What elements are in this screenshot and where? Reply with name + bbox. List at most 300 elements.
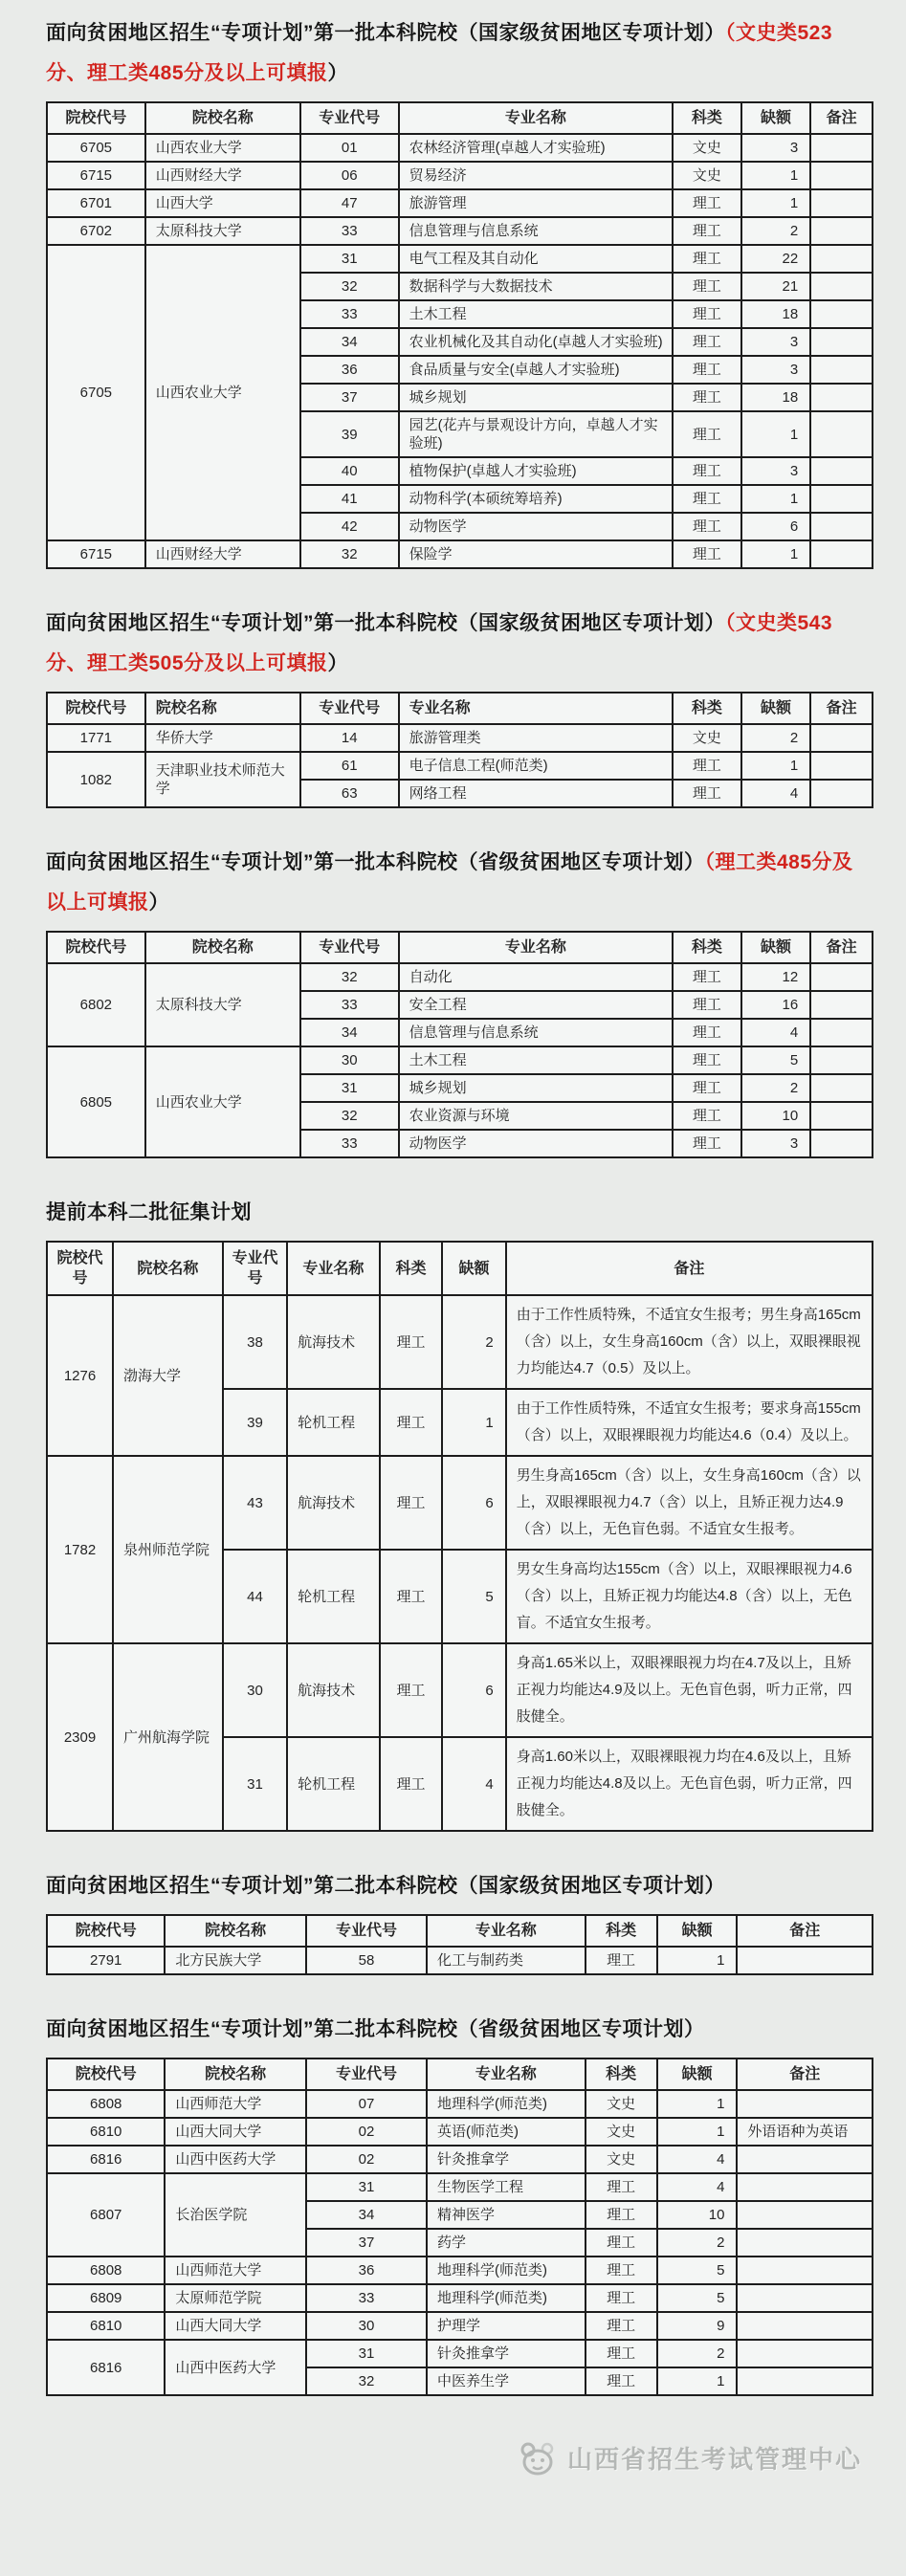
org-logo-icon	[518, 2441, 558, 2476]
note-cell: 男女生身高均达155cm（含）以上，双眼裸眼视力4.6（含）以上，且矫正视力均能达4.8（含）以上，无色盲。不适宜女生报考。	[506, 1550, 873, 1643]
major-name-cell: 航海技术	[287, 1295, 380, 1389]
section-title-tail: ）	[148, 892, 169, 914]
section-title-score-note: （文史类543分、理工类505分及以上可填报	[46, 612, 833, 674]
major-code-cell: 33	[300, 991, 399, 1019]
major-code-cell: 30	[300, 1046, 399, 1074]
major-name-cell: 信息管理与信息系统	[399, 1019, 674, 1046]
major-name-cell: 中医养生学	[427, 2367, 586, 2395]
table-header-row	[47, 102, 873, 134]
section-title-score-note: （理工类485分及以上可填报	[46, 851, 853, 914]
note-cell	[737, 2201, 873, 2229]
quota-cell: 4	[657, 2173, 738, 2201]
quota-cell: 3	[741, 1130, 810, 1157]
note-cell	[810, 245, 873, 273]
column-header: 缺额	[741, 693, 810, 724]
column-header: 专业代号	[300, 932, 399, 963]
section-title-text: 面向贫困地区招生“专项计划”第一批本科院校（国家级贫困地区专项计划）	[46, 612, 725, 634]
school-name-cell: 山西大学	[145, 189, 300, 217]
major-code-cell: 01	[300, 134, 399, 162]
school-code-cell: 6705	[47, 134, 145, 162]
quota-cell: 6	[741, 513, 810, 540]
quota-cell: 4	[442, 1737, 505, 1831]
quota-cell: 1	[657, 2367, 738, 2395]
major-code-cell: 30	[223, 1643, 287, 1737]
major-name-cell: 城乡规划	[399, 384, 674, 411]
column-header: 院校代号	[47, 932, 145, 963]
column-header: 科类	[380, 1242, 443, 1295]
org-name: 山西省招生考试管理中心	[566, 2445, 862, 2474]
subject-type-cell: 理工	[673, 1102, 741, 1130]
major-code-cell: 44	[223, 1550, 287, 1643]
subject-type-cell: 文史	[586, 2118, 657, 2146]
column-header: 备注	[810, 932, 873, 963]
table-row	[47, 2340, 873, 2367]
quota-cell: 2	[657, 2340, 738, 2367]
note-cell: 外语语种为英语	[737, 2118, 873, 2146]
subject-type-cell: 理工	[673, 273, 741, 300]
school-code-cell: 6805	[47, 1046, 145, 1157]
school-name-cell: 华侨大学	[145, 724, 300, 752]
section-title	[46, 843, 873, 923]
note-cell	[810, 411, 873, 457]
section-title	[46, 604, 873, 684]
major-code-cell: 42	[300, 513, 399, 540]
note-cell	[810, 217, 873, 245]
section-title-text: 面向贫困地区招生“专项计划”第一批本科院校（国家级贫困地区专项计划）	[46, 22, 725, 44]
subject-type-cell: 理工	[380, 1550, 443, 1643]
table-body	[47, 1295, 873, 1831]
note-cell	[737, 2229, 873, 2257]
school-name-cell: 太原科技大学	[145, 963, 300, 1046]
school-name-cell: 天津职业技术师范大学	[145, 752, 300, 807]
table-row	[47, 1643, 873, 1737]
column-header: 院校名称	[145, 932, 300, 963]
quota-cell: 18	[741, 300, 810, 328]
section-5	[46, 1866, 873, 1975]
major-code-cell: 61	[300, 752, 399, 780]
school-code-cell: 1771	[47, 724, 145, 752]
subject-type-cell: 理工	[673, 780, 741, 807]
section-title-tail: ）	[327, 62, 349, 84]
subject-type-cell: 理工	[673, 217, 741, 245]
plan-table	[46, 1241, 873, 1832]
table-head	[47, 1242, 873, 1295]
quota-cell: 5	[442, 1550, 505, 1643]
major-name-cell: 化工与制药类	[427, 1947, 586, 1974]
quota-cell: 1	[741, 162, 810, 189]
quota-cell: 10	[657, 2201, 738, 2229]
section-title-score-note: （文史类523分、理工类485分及以上可填报	[46, 22, 833, 84]
note-cell	[737, 2090, 873, 2118]
subject-type-cell: 理工	[673, 540, 741, 568]
subject-type-cell: 理工	[673, 991, 741, 1019]
column-header: 缺额	[741, 932, 810, 963]
note-cell	[737, 2340, 873, 2367]
quota-cell: 3	[741, 134, 810, 162]
school-name-cell: 山西财经大学	[145, 540, 300, 568]
section-title	[46, 13, 873, 94]
major-code-cell: 31	[300, 1074, 399, 1102]
subject-type-cell: 理工	[586, 2340, 657, 2367]
column-header: 备注	[506, 1242, 873, 1295]
note-cell: 身高1.65米以上，双眼裸眼视力均在4.7及以上，且矫正视力均能达4.9及以上。无色盲色弱，听力正常，四肢健全。	[506, 1643, 873, 1737]
plan-table	[46, 101, 873, 569]
subject-type-cell: 理工	[673, 752, 741, 780]
table-body	[47, 724, 873, 807]
quota-cell: 21	[741, 273, 810, 300]
note-cell	[810, 780, 873, 807]
column-header: 缺额	[741, 102, 810, 134]
column-header: 专业代号	[300, 102, 399, 134]
column-header: 专业名称	[427, 1915, 586, 1947]
quota-cell: 2	[741, 217, 810, 245]
major-code-cell: 32	[300, 963, 399, 991]
major-code-cell: 36	[306, 2257, 427, 2284]
major-code-cell: 58	[306, 1947, 427, 1974]
column-header: 专业名称	[287, 1242, 380, 1295]
column-header: 备注	[810, 102, 873, 134]
major-name-cell: 保险学	[399, 540, 674, 568]
quota-cell: 1	[741, 411, 810, 457]
table-row	[47, 2090, 873, 2118]
column-header: 科类	[673, 693, 741, 724]
table-row	[47, 2284, 873, 2312]
school-name-cell: 山西农业大学	[145, 134, 300, 162]
table-row	[47, 2146, 873, 2173]
school-code-cell: 2791	[47, 1947, 165, 1974]
subject-type-cell: 理工	[586, 2284, 657, 2312]
note-cell	[810, 300, 873, 328]
column-header: 院校名称	[165, 1915, 306, 1947]
major-name-cell: 城乡规划	[399, 1074, 674, 1102]
quota-cell: 4	[657, 2146, 738, 2173]
quota-cell: 6	[442, 1456, 505, 1550]
table-row	[47, 1947, 873, 1974]
school-name-cell: 北方民族大学	[165, 1947, 306, 1974]
school-name-cell: 渤海大学	[113, 1295, 223, 1456]
subject-type-cell: 理工	[586, 2257, 657, 2284]
subject-type-cell: 理工	[673, 485, 741, 513]
major-code-cell: 47	[300, 189, 399, 217]
major-name-cell: 精神医学	[427, 2201, 586, 2229]
school-code-cell: 6715	[47, 162, 145, 189]
section-title	[46, 1193, 873, 1233]
table-row	[47, 724, 873, 752]
quota-cell: 5	[657, 2284, 738, 2312]
column-header: 专业名称	[399, 693, 674, 724]
subject-type-cell: 文史	[673, 724, 741, 752]
quota-cell: 2	[442, 1295, 505, 1389]
major-name-cell: 针灸推拿学	[427, 2340, 586, 2367]
table-row	[47, 162, 873, 189]
major-code-cell: 31	[300, 245, 399, 273]
plan-table	[46, 692, 873, 808]
section-title-text: 面向贫困地区招生“专项计划”第二批本科院校（国家级贫困地区专项计划）	[46, 1875, 725, 1897]
table-header-row	[47, 693, 873, 724]
major-name-cell: 农业资源与环境	[399, 1102, 674, 1130]
school-code-cell: 6808	[47, 2090, 165, 2118]
school-code-cell: 6701	[47, 189, 145, 217]
major-code-cell: 37	[306, 2229, 427, 2257]
column-header: 科类	[586, 2059, 657, 2090]
school-name-cell: 太原师范学院	[165, 2284, 306, 2312]
major-code-cell: 31	[223, 1737, 287, 1831]
major-name-cell: 食品质量与安全(卓越人才实验班)	[399, 356, 674, 384]
table-row	[47, 245, 873, 273]
quota-cell: 5	[741, 1046, 810, 1074]
note-cell	[810, 1074, 873, 1102]
subject-type-cell: 理工	[673, 300, 741, 328]
school-code-cell: 6807	[47, 2173, 165, 2257]
major-code-cell: 39	[300, 411, 399, 457]
school-code-cell: 6810	[47, 2312, 165, 2340]
note-cell	[810, 991, 873, 1019]
quota-cell: 3	[741, 356, 810, 384]
school-name-cell: 山西农业大学	[145, 245, 300, 540]
table-row	[47, 1295, 873, 1389]
table-body	[47, 963, 873, 1157]
major-name-cell: 动物科学(本硕统筹培养)	[399, 485, 674, 513]
note-cell	[810, 540, 873, 568]
column-header: 备注	[737, 1915, 873, 1947]
school-name-cell: 山西师范大学	[165, 2257, 306, 2284]
column-header: 专业代号	[223, 1242, 287, 1295]
school-name-cell: 广州航海学院	[113, 1643, 223, 1831]
quota-cell: 18	[741, 384, 810, 411]
section-title	[46, 2010, 873, 2050]
section-title-tail: ）	[327, 652, 349, 674]
school-code-cell: 1082	[47, 752, 145, 807]
table-row	[47, 540, 873, 568]
note-cell	[810, 752, 873, 780]
column-header: 科类	[586, 1915, 657, 1947]
major-name-cell: 航海技术	[287, 1643, 380, 1737]
school-name-cell: 山西师范大学	[165, 2090, 306, 2118]
subject-type-cell: 理工	[586, 2201, 657, 2229]
school-name-cell: 山西中医药大学	[165, 2340, 306, 2395]
table-header-row	[47, 1242, 873, 1295]
major-name-cell: 数据科学与大数据技术	[399, 273, 674, 300]
column-header: 专业名称	[399, 932, 674, 963]
quota-cell: 4	[741, 1019, 810, 1046]
major-code-cell: 37	[300, 384, 399, 411]
column-header: 专业名称	[427, 2059, 586, 2090]
school-code-cell: 1782	[47, 1456, 113, 1643]
note-cell	[810, 1019, 873, 1046]
quota-cell: 1	[657, 2118, 738, 2146]
major-code-cell: 32	[306, 2367, 427, 2395]
subject-type-cell: 理工	[586, 2229, 657, 2257]
subject-type-cell: 理工	[380, 1389, 443, 1456]
school-name-cell: 太原科技大学	[145, 217, 300, 245]
subject-type-cell: 理工	[586, 1947, 657, 1974]
major-code-cell: 38	[223, 1295, 287, 1389]
major-code-cell: 39	[223, 1389, 287, 1456]
major-name-cell: 针灸推拿学	[427, 2146, 586, 2173]
table-row	[47, 134, 873, 162]
subject-type-cell: 理工	[673, 189, 741, 217]
quota-cell: 4	[741, 780, 810, 807]
subject-type-cell: 理工	[586, 2367, 657, 2395]
school-code-cell: 6715	[47, 540, 145, 568]
subject-type-cell: 文史	[673, 134, 741, 162]
major-code-cell: 02	[306, 2118, 427, 2146]
note-cell	[810, 1046, 873, 1074]
major-name-cell: 园艺(花卉与景观设计方向，卓越人才实验班)	[399, 411, 674, 457]
major-name-cell: 动物医学	[399, 513, 674, 540]
quota-cell: 1	[741, 540, 810, 568]
column-header: 专业名称	[399, 102, 674, 134]
major-code-cell: 40	[300, 457, 399, 485]
column-header: 专业代号	[300, 693, 399, 724]
school-code-cell: 6816	[47, 2146, 165, 2173]
school-name-cell: 山西大同大学	[165, 2312, 306, 2340]
quota-cell: 2	[741, 1074, 810, 1102]
plan-table	[46, 931, 873, 1158]
subject-type-cell: 理工	[380, 1643, 443, 1737]
major-name-cell: 土木工程	[399, 300, 674, 328]
section-6	[46, 2010, 873, 2396]
quota-cell: 22	[741, 245, 810, 273]
major-code-cell: 14	[300, 724, 399, 752]
school-code-cell: 6808	[47, 2257, 165, 2284]
quota-cell: 16	[741, 991, 810, 1019]
major-code-cell: 34	[300, 1019, 399, 1046]
major-code-cell: 31	[306, 2173, 427, 2201]
major-code-cell: 33	[306, 2284, 427, 2312]
subject-type-cell: 理工	[673, 384, 741, 411]
school-code-cell: 6810	[47, 2118, 165, 2146]
subject-type-cell: 理工	[673, 245, 741, 273]
major-name-cell: 航海技术	[287, 1456, 380, 1550]
major-code-cell: 34	[300, 328, 399, 356]
column-header: 院校代号	[47, 693, 145, 724]
column-header: 院校代号	[47, 2059, 165, 2090]
table-head	[47, 693, 873, 724]
table-head	[47, 1915, 873, 1947]
school-code-cell: 1276	[47, 1295, 113, 1456]
note-cell	[737, 2284, 873, 2312]
section-title-text: 面向贫困地区招生“专项计划”第一批本科院校（省级贫困地区专项计划）	[46, 851, 705, 873]
quota-cell: 6	[442, 1643, 505, 1737]
major-name-cell: 安全工程	[399, 991, 674, 1019]
section-title-text: 面向贫困地区招生“专项计划”第二批本科院校（省级贫困地区专项计划）	[46, 2018, 705, 2040]
quota-cell: 1	[657, 2090, 738, 2118]
major-name-cell: 轮机工程	[287, 1550, 380, 1643]
subject-type-cell: 理工	[673, 1046, 741, 1074]
subject-type-cell: 理工	[673, 1019, 741, 1046]
note-cell	[810, 963, 873, 991]
subject-type-cell: 理工	[673, 1130, 741, 1157]
major-name-cell: 农业机械化及其自动化(卓越人才实验班)	[399, 328, 674, 356]
note-cell	[810, 162, 873, 189]
subject-type-cell: 理工	[673, 411, 741, 457]
major-code-cell: 32	[300, 1102, 399, 1130]
table-body	[47, 134, 873, 568]
note-cell	[737, 2173, 873, 2201]
table-row	[47, 2312, 873, 2340]
table-row	[47, 752, 873, 780]
major-code-cell: 33	[300, 300, 399, 328]
column-header: 院校代号	[47, 1915, 165, 1947]
table-head	[47, 2059, 873, 2090]
quota-cell: 10	[741, 1102, 810, 1130]
note-cell	[737, 2312, 873, 2340]
subject-type-cell: 理工	[673, 963, 741, 991]
note-cell	[810, 1102, 873, 1130]
table-header-row	[47, 932, 873, 963]
column-header: 院校代号	[47, 1242, 113, 1295]
section-title-text: 提前本科二批征集计划	[46, 1201, 252, 1223]
school-name-cell: 山西大同大学	[165, 2118, 306, 2146]
quota-cell: 12	[741, 963, 810, 991]
note-cell	[810, 273, 873, 300]
major-code-cell: 07	[306, 2090, 427, 2118]
major-code-cell: 33	[300, 217, 399, 245]
column-header: 缺额	[442, 1242, 505, 1295]
note-cell	[810, 189, 873, 217]
note-cell: 由于工作性质特殊，不适宜女生报考；要求身高155cm（含）以上，双眼裸眼视力均能达4.6（0.4）及以上。	[506, 1389, 873, 1456]
quota-cell: 1	[657, 1947, 738, 1974]
table-head	[47, 932, 873, 963]
quota-cell: 3	[741, 328, 810, 356]
section-1	[46, 13, 873, 569]
column-header: 专业代号	[306, 2059, 427, 2090]
major-name-cell: 生物医学工程	[427, 2173, 586, 2201]
quota-cell: 2	[741, 724, 810, 752]
major-code-cell: 30	[306, 2312, 427, 2340]
note-cell	[737, 1947, 873, 1974]
quota-cell: 1	[741, 189, 810, 217]
table-head	[47, 102, 873, 134]
table-row	[47, 217, 873, 245]
school-code-cell: 6702	[47, 217, 145, 245]
major-name-cell: 护理学	[427, 2312, 586, 2340]
note-cell	[737, 2367, 873, 2395]
note-cell: 男生身高165cm（含）以上，女生身高160cm（含）以上，双眼裸眼视力4.7（含）以上，且矫正视力达4.9（含）以上，无色盲色弱。不适宜女生报考。	[506, 1456, 873, 1550]
column-header: 院校代号	[47, 102, 145, 134]
note-cell	[810, 724, 873, 752]
table-header-row	[47, 1915, 873, 1947]
subject-type-cell: 理工	[380, 1737, 443, 1831]
table-row	[47, 963, 873, 991]
major-name-cell: 信息管理与信息系统	[399, 217, 674, 245]
note-cell	[810, 513, 873, 540]
column-header: 院校名称	[145, 102, 300, 134]
school-name-cell: 长治医学院	[165, 2173, 306, 2257]
section-2	[46, 604, 873, 808]
column-header: 院校名称	[165, 2059, 306, 2090]
major-name-cell: 旅游管理	[399, 189, 674, 217]
table-row	[47, 189, 873, 217]
subject-type-cell: 文史	[586, 2090, 657, 2118]
school-code-cell: 6705	[47, 245, 145, 540]
major-code-cell: 43	[223, 1456, 287, 1550]
major-code-cell: 31	[306, 2340, 427, 2367]
school-name-cell: 山西农业大学	[145, 1046, 300, 1157]
major-name-cell: 英语(师范类)	[427, 2118, 586, 2146]
column-header: 院校名称	[113, 1242, 223, 1295]
column-header: 备注	[737, 2059, 873, 2090]
school-name-cell: 山西中医药大学	[165, 2146, 306, 2173]
major-code-cell: 32	[300, 540, 399, 568]
table-body	[47, 1947, 873, 1974]
column-header: 备注	[810, 693, 873, 724]
major-name-cell: 网络工程	[399, 780, 674, 807]
major-name-cell: 地理科学(师范类)	[427, 2284, 586, 2312]
quota-cell: 1	[442, 1389, 505, 1456]
note-cell: 身高1.60米以上，双眼裸眼视力均在4.6及以上，且矫正视力均能达4.8及以上。无色盲色弱，听力正常，四肢健全。	[506, 1737, 873, 1831]
